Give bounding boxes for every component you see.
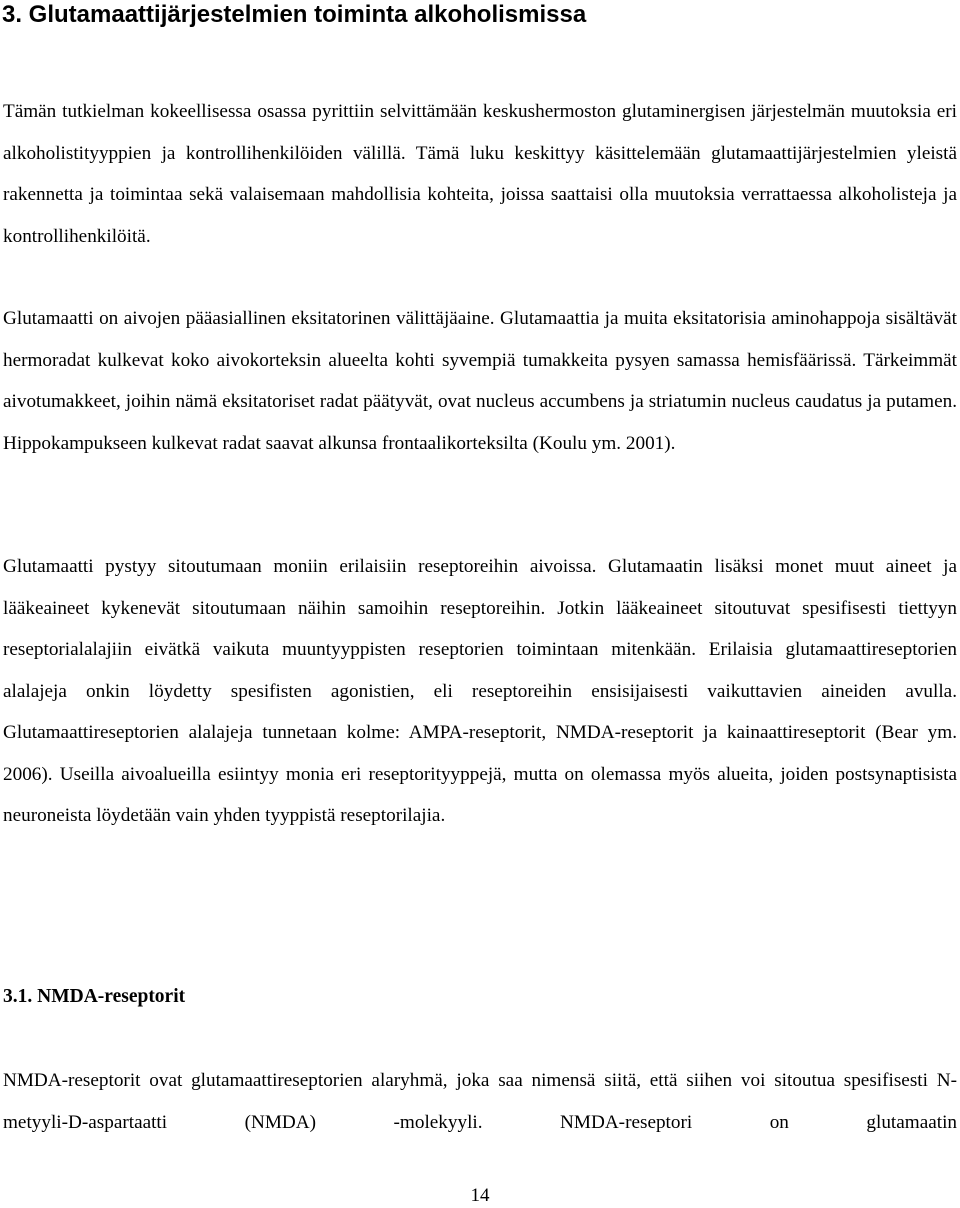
chapter-title: 3. Glutamaattijärjestelmien toiminta alkoholismissa [2,1,587,28]
body-paragraph: Glutamaatti pystyy sitoutumaan moniin erilaisiin reseptoreihin aivoissa. Glutamaatin lisäksi monet muut aineet ja lääkeaineet kykenevät sitoutumaan näihin samoihin reseptoreihin. Jotkin lääkeaineet sitoutuvat spesifisesti tiettyyn reseptorialalajiin eivätkä vaikuta muuntyyppisten reseptorien toimintaan mitenkään. Erilaisia glutamaattireseptorien alalajeja onkin löydetty spesifisten agonistien, eli reseptoreihin ensisijaisesti vaikuttavien aineiden avulla. Glutamaattireseptorien alalajeja tunnetaan kolme: AMPA-reseptorit, NMDA-reseptorit ja kainaattireseptorit (Bear ym. 2006). Useilla aivoalueilla esiintyy monia eri reseptorityyppejä, mutta on olemassa myös alueita, joiden postsynaptisista neuroneista löydetään vain yhden tyyppistä reseptorilajia. [3,556,957,826]
body-paragraph: Glutamaatti on aivojen pääasiallinen eksitatorinen välittäjäaine. Glutamaattia ja muita eksitatorisia aminohappoja sisältävät hermoradat kulkevat koko aivokorteksin alueelta kohti syvempiä tumakkeita pysyen samassa hemisfäärissä. Tärkeimmät aivotumakkeet, joihin nämä eksitatoriset radat päätyvät, ovat nucleus accumbens ja striatumin nucleus caudatus ja putamen. Hippokampukseen kulkevat radat saavat alkunsa frontaalikorteksilta (Koulu ym. 2001). [3,308,957,454]
section-paragraph: NMDA-reseptorit ovat glutamaattireseptorien alaryhmä, joka saa nimensä siitä, että siihen voi sitoutua spesifisesti N-metyyli-D-aspartaatti (NMDA) -molekyyli. NMDA-reseptori on glutamaatin [3,1070,957,1133]
page-number: 14 [470,1185,490,1206]
section-heading: 3.1. NMDA-reseptorit [3,986,186,1007]
body-paragraph: Tämän tutkielman kokeellisessa osassa pyrittiin selvittämään keskushermoston glutaminergisen järjestelmän muutoksia eri alkoholistityyppien ja kontrollihenkilöiden välillä. Tämä luku keskittyy käsittelemään glutamaattijärjestelmien yleistä rakennetta ja toimintaa sekä valaisemaan mahdollisia kohteita, joissa saattaisi olla muutoksia verrattaessa alkoholisteja ja kontrollihenkilöitä. [3,101,957,247]
